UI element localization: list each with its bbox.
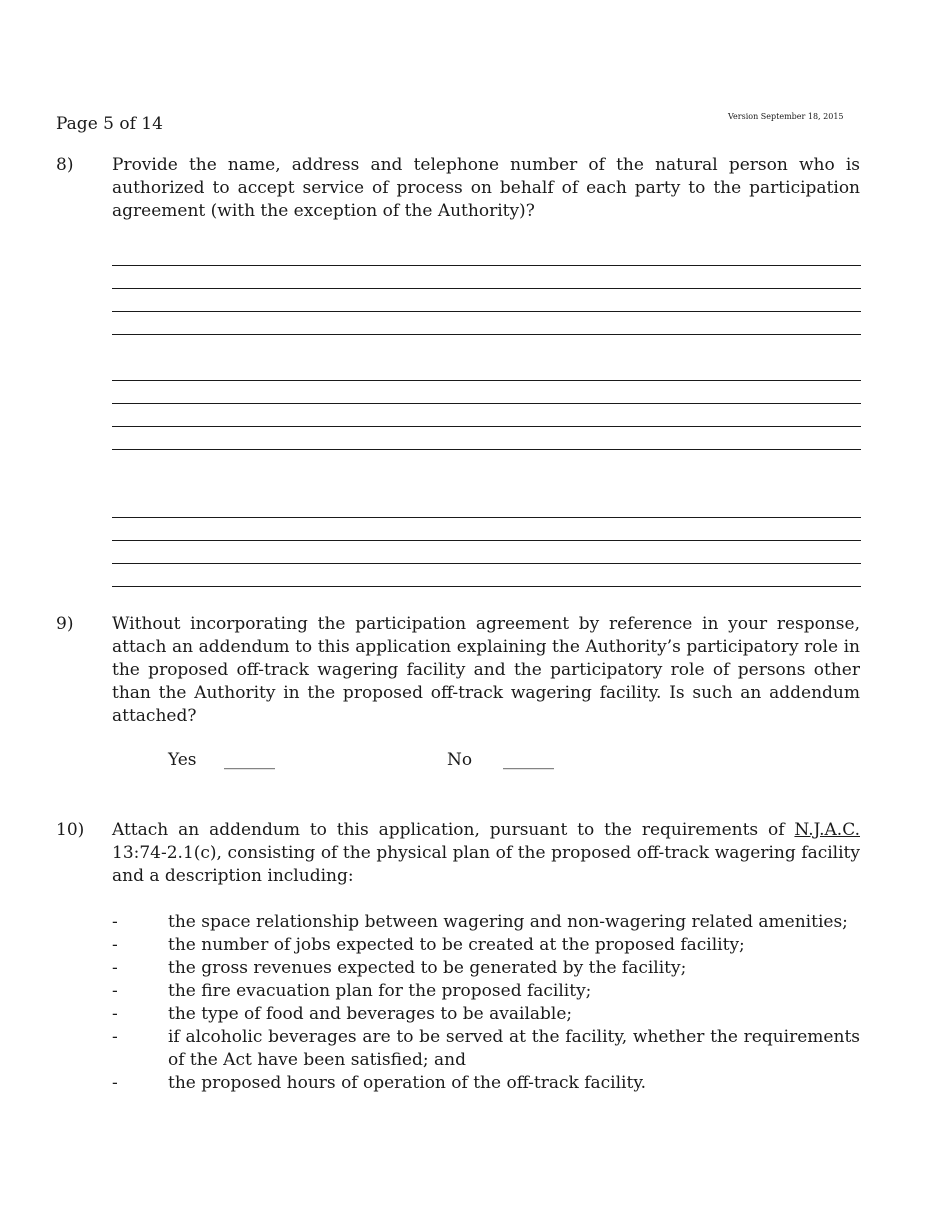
bullet-marker: - xyxy=(112,1073,118,1093)
bullet-marker: - xyxy=(112,981,118,1001)
bullet-marker: - xyxy=(112,1004,118,1024)
list-item: the fire evacuation plan for the proposed facility; xyxy=(168,981,592,1001)
answer-line[interactable] xyxy=(112,265,861,266)
list-item: the space relationship between wagering and non-wagering related amenities; xyxy=(168,912,848,932)
list-item: the gross revenues expected to be generated by the facility; xyxy=(168,958,687,978)
no-blank[interactable]: ______ xyxy=(503,750,554,770)
answer-line[interactable] xyxy=(112,380,861,381)
question-10-prompt xyxy=(112,819,860,888)
answer-line[interactable] xyxy=(112,563,861,564)
answer-line[interactable] xyxy=(112,586,861,587)
answer-line[interactable] xyxy=(112,334,861,335)
answer-line[interactable] xyxy=(112,311,861,312)
no-label: No xyxy=(447,750,473,770)
page-number: Page 5 of 14 xyxy=(56,114,163,134)
list-item: the type of food and beverages to be available; xyxy=(168,1004,573,1024)
list-item: the proposed hours of operation of the off-track facility. xyxy=(168,1073,647,1093)
question-10-number: 10) xyxy=(56,820,85,840)
question-8-prompt: Provide the name, address and telephone number of the natural person who is authorized to accept service of process on behalf of each party to the participation agreement (with the exception of the Authority)? xyxy=(112,155,860,221)
answer-line[interactable] xyxy=(112,426,861,427)
question-10-text xyxy=(112,819,860,888)
answer-line[interactable] xyxy=(112,517,861,518)
bullet-marker: - xyxy=(112,935,118,955)
version-note: Version September 18, 2015 xyxy=(728,112,844,121)
question-9-text xyxy=(112,613,860,728)
question-10-text-after: 13:74-2.1(c), consisting of the physical plan of the proposed off-track wagering facility and a description including: xyxy=(112,843,860,886)
bullet-marker: - xyxy=(112,958,118,978)
yes-label: Yes xyxy=(168,750,197,770)
question-9-prompt: Without incorporating the participation agreement by reference in your response, attach an addendum to this application explaining the Authority’s participatory role in the proposed off-track wagering facility and the participatory role of persons other than the Authority in the proposed off-track wagering facility. Is such an addendum attached? xyxy=(112,614,860,726)
list-item: if alcoholic beverages are to be served at the facility, whether the requirements of the Act have been satisfied; and xyxy=(168,1027,860,1070)
yes-blank[interactable]: ______ xyxy=(224,750,275,770)
answer-line[interactable] xyxy=(112,403,861,404)
question-9-number: 9) xyxy=(56,614,74,634)
answer-line[interactable] xyxy=(112,288,861,289)
answer-line[interactable] xyxy=(112,449,861,450)
question-8-text xyxy=(112,154,860,223)
list-item: the number of jobs expected to be created at the proposed facility; xyxy=(168,935,745,955)
njac-citation: N.J.A.C. xyxy=(794,820,860,840)
bullet-marker: - xyxy=(112,1027,118,1047)
answer-line[interactable] xyxy=(112,540,861,541)
question-10-text-before: Attach an addendum to this application, pursuant to the requirements of xyxy=(112,820,795,840)
bullet-marker: - xyxy=(112,912,118,932)
question-8-number: 8) xyxy=(56,155,74,175)
